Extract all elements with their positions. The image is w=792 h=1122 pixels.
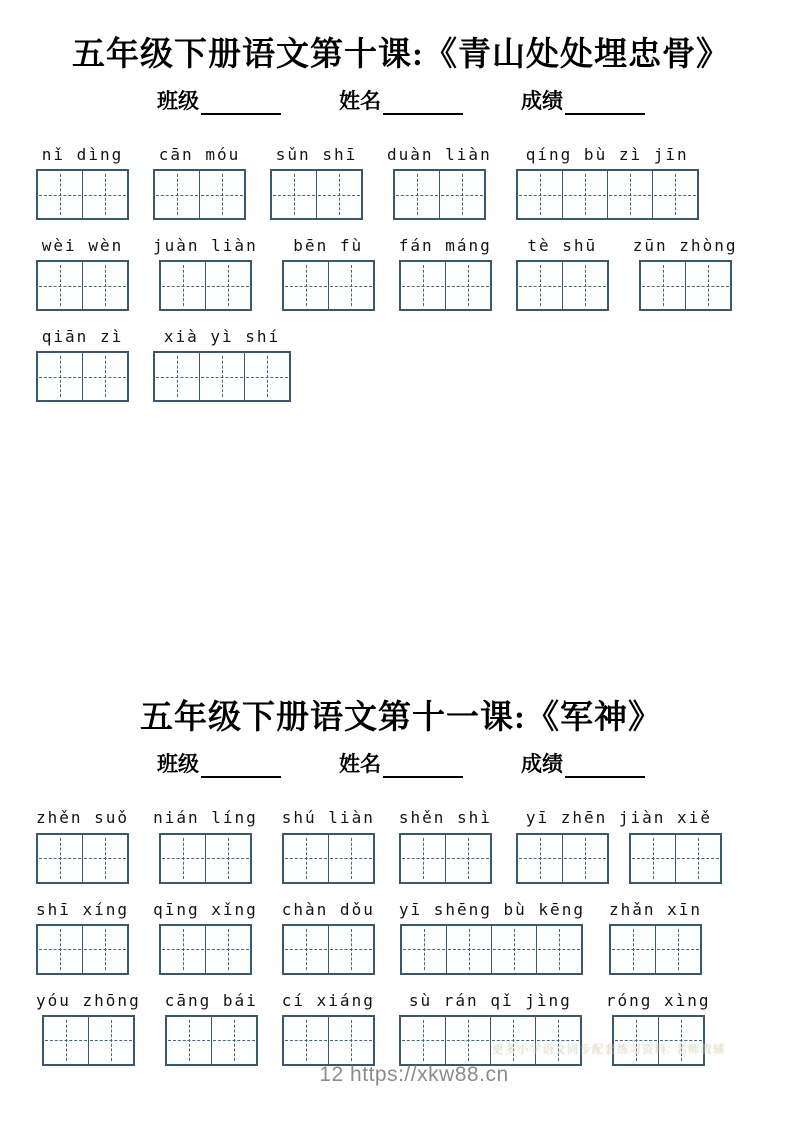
- tianzige-cell: [518, 835, 563, 882]
- name-blank-line: [383, 752, 463, 778]
- grid-groups: [399, 833, 492, 884]
- name-field: [339, 85, 463, 115]
- tianzige-group: [36, 833, 129, 884]
- word-row: [36, 327, 766, 402]
- word-unit: [633, 236, 738, 311]
- grid-groups: [153, 351, 291, 402]
- pinyin-label: tè shū: [527, 236, 598, 256]
- grid-groups: [639, 260, 732, 311]
- class-label: 班级: [157, 88, 199, 113]
- lesson-10-section: [36, 34, 766, 402]
- word-unit: [153, 327, 291, 402]
- pinyin-label: róng xìng: [605, 990, 711, 1010]
- tianzige-cell: [656, 926, 700, 973]
- header-fields: [36, 85, 766, 121]
- grid-groups: [36, 924, 129, 975]
- tianzige-cell: [284, 835, 329, 882]
- word-unit: [282, 808, 375, 883]
- tianzige-cell: [206, 262, 250, 309]
- tianzige-cell: [329, 262, 373, 309]
- tianzige-cell: [446, 835, 490, 882]
- grid-groups: [393, 169, 486, 220]
- pinyin-label: nǐ dìng: [41, 144, 124, 164]
- tianzige-cell: [38, 262, 83, 309]
- tianzige-group: [165, 1015, 258, 1066]
- word-unit: [282, 900, 375, 975]
- tianzige-group: [516, 260, 609, 311]
- tianzige-cell: [284, 1017, 329, 1064]
- tianzige-group: [42, 1015, 135, 1066]
- score-blank-line: [565, 89, 645, 115]
- pinyin-label: shú liàn: [281, 808, 375, 828]
- tianzige-cell: [200, 171, 244, 218]
- watermark: 更多小学语文同步配套练习资料: 名师教辅: [492, 1044, 726, 1056]
- tianzige-group: [609, 924, 702, 975]
- tianzige-cell: [446, 262, 490, 309]
- pinyin-label: wèi wèn: [41, 236, 124, 256]
- word-unit: [36, 900, 129, 975]
- tianzige-group: [282, 260, 375, 311]
- score-label: 成绩: [521, 88, 563, 113]
- name-blank-line: [383, 89, 463, 115]
- grid-groups: [399, 260, 492, 311]
- word-unit: [153, 145, 246, 220]
- grid-groups: [36, 260, 129, 311]
- lesson-11-section: [36, 697, 766, 1065]
- score-field: [521, 748, 645, 778]
- tianzige-cell: [284, 262, 329, 309]
- pinyin-label: duàn liàn: [387, 144, 492, 164]
- tianzige-cell: [155, 171, 200, 218]
- pinyin-label: zhǎn xīn: [608, 899, 703, 919]
- word-unit: [399, 900, 585, 975]
- tianzige-cell: [641, 262, 686, 309]
- grid-groups: [282, 924, 375, 975]
- pinyin-label: juàn liàn: [153, 236, 258, 256]
- word-unit: [282, 991, 375, 1066]
- word-unit: [36, 991, 141, 1066]
- tianzige-cell: [401, 262, 446, 309]
- class-label: 班级: [157, 752, 199, 777]
- pinyin-label: qíng bù zì jīn: [525, 144, 689, 164]
- tianzige-cell: [212, 1017, 256, 1064]
- grid-groups: [282, 260, 375, 311]
- word-grid-rows: [36, 808, 766, 1066]
- word-unit: [399, 236, 492, 311]
- pinyin-label: cān móu: [158, 144, 241, 164]
- pinyin-label: sǔn shī: [275, 144, 358, 164]
- word-unit: [165, 991, 258, 1066]
- pinyin-label: yī zhēn jiàn xiě: [525, 808, 712, 828]
- pinyin-label: chàn dǒu: [281, 899, 375, 919]
- tianzige-cell: [329, 926, 373, 973]
- tianzige-cell: [329, 1017, 373, 1064]
- tianzige-cell: [518, 171, 563, 218]
- word-unit: [516, 236, 609, 311]
- score-field: [521, 85, 645, 115]
- word-row: [36, 236, 766, 311]
- class-blank-line: [201, 752, 281, 778]
- pinyin-label: zhěn suǒ: [36, 808, 130, 828]
- lesson-10-title: 五年级下册语文第十课:《青山处处埋忠骨》: [72, 37, 730, 73]
- tianzige-cell: [83, 835, 127, 882]
- pinyin-label: zūn zhòng: [632, 236, 738, 256]
- tianzige-cell: [611, 926, 656, 973]
- word-grid-rows: [36, 145, 766, 403]
- tianzige-cell: [83, 353, 127, 400]
- tianzige-group: [516, 833, 609, 884]
- lesson-11-title: 五年级下册语文第十一课:《军神》: [140, 700, 662, 737]
- tianzige-cell: [206, 926, 250, 973]
- tianzige-group: [36, 924, 129, 975]
- tianzige-cell: [44, 1017, 89, 1064]
- tianzige-group: [282, 833, 375, 884]
- tianzige-group: [639, 260, 732, 311]
- tianzige-cell: [200, 353, 245, 400]
- word-unit: [282, 236, 375, 311]
- pinyin-label: cí xiáng: [281, 990, 375, 1010]
- word-row: [36, 808, 766, 883]
- class-field: [157, 85, 281, 115]
- pinyin-label: sù rán qǐ jìng: [408, 990, 572, 1010]
- name-label: 姓名: [339, 88, 381, 113]
- tianzige-group: [159, 833, 252, 884]
- word-unit: [516, 145, 699, 220]
- pinyin-label: qīng xǐng: [153, 899, 258, 919]
- tianzige-cell: [492, 926, 537, 973]
- grid-groups: [159, 924, 252, 975]
- tianzige-group: [400, 924, 583, 975]
- tianzige-group: [270, 169, 363, 220]
- name-label: 姓名: [339, 752, 381, 777]
- word-unit: [36, 145, 129, 220]
- tianzige-cell: [167, 1017, 212, 1064]
- tianzige-cell: [38, 926, 83, 973]
- score-label: 成绩: [521, 752, 563, 777]
- tianzige-cell: [284, 926, 329, 973]
- grid-groups: [42, 1015, 135, 1066]
- tianzige-group: [153, 351, 291, 402]
- tianzige-cell: [537, 926, 581, 973]
- tianzige-cell: [446, 1017, 491, 1064]
- word-unit: [36, 808, 129, 883]
- tianzige-cell: [401, 835, 446, 882]
- tianzige-cell: [686, 262, 730, 309]
- grid-groups: [153, 169, 246, 220]
- tianzige-cell: [563, 262, 607, 309]
- pinyin-label: qiān zì: [41, 327, 124, 347]
- class-blank-line: [201, 89, 281, 115]
- tianzige-cell: [518, 262, 563, 309]
- grid-groups: [36, 833, 129, 884]
- pinyin-label: yī shēng bù kēng: [398, 899, 585, 919]
- tianzige-cell: [38, 353, 83, 400]
- tianzige-cell: [447, 926, 492, 973]
- tianzige-cell: [608, 171, 653, 218]
- grid-groups: [159, 833, 252, 884]
- tianzige-cell: [653, 171, 697, 218]
- tianzige-cell: [155, 353, 200, 400]
- word-unit: [153, 236, 258, 311]
- page-footer: 12 https://xkw88.cn: [319, 1063, 509, 1086]
- tianzige-cell: [161, 926, 206, 973]
- grid-groups: [516, 260, 609, 311]
- tianzige-cell: [161, 262, 206, 309]
- tianzige-cell: [631, 835, 676, 882]
- word-unit: [153, 900, 258, 975]
- pinyin-label: nián líng: [153, 808, 258, 828]
- score-blank-line: [565, 752, 645, 778]
- tianzige-cell: [563, 835, 607, 882]
- word-unit: [387, 145, 492, 220]
- grid-groups: [282, 1015, 375, 1066]
- tianzige-cell: [317, 171, 361, 218]
- tianzige-cell: [89, 1017, 133, 1064]
- grid-groups: [516, 169, 699, 220]
- tianzige-cell: [272, 171, 317, 218]
- tianzige-group: [36, 169, 129, 220]
- pinyin-label: bēn fù: [293, 236, 364, 256]
- word-unit: [153, 808, 258, 883]
- tianzige-cell: [440, 171, 484, 218]
- tianzige-cell: [83, 171, 127, 218]
- pinyin-label: cāng bái: [164, 990, 258, 1010]
- tianzige-group: [516, 169, 699, 220]
- tianzige-cell: [245, 353, 289, 400]
- pinyin-label: shěn shì: [398, 808, 492, 828]
- tianzige-group: [282, 924, 375, 975]
- word-unit: [36, 327, 129, 402]
- tianzige-group: [36, 351, 129, 402]
- tianzige-cell: [563, 171, 608, 218]
- pinyin-label: xià yì shí: [163, 327, 281, 347]
- class-field: [157, 748, 281, 778]
- grid-groups: [270, 169, 363, 220]
- tianzige-cell: [83, 926, 127, 973]
- pinyin-label: yóu zhōng: [36, 990, 141, 1010]
- tianzige-cell: [38, 835, 83, 882]
- word-unit: [270, 145, 363, 220]
- word-unit: [36, 236, 129, 311]
- tianzige-cell: [38, 171, 83, 218]
- pinyin-label: shī xíng: [36, 899, 130, 919]
- tianzige-group: [159, 260, 252, 311]
- grid-groups: [36, 169, 129, 220]
- tianzige-group: [399, 833, 492, 884]
- tianzige-group: [153, 169, 246, 220]
- tianzige-cell: [402, 926, 447, 973]
- tianzige-cell: [676, 835, 720, 882]
- word-unit: [516, 808, 722, 883]
- name-field: [339, 748, 463, 778]
- tianzige-cell: [395, 171, 440, 218]
- grid-groups: [165, 1015, 258, 1066]
- grid-groups: [36, 351, 129, 402]
- grid-groups: [516, 833, 722, 884]
- tianzige-group: [159, 924, 252, 975]
- tianzige-group: [393, 169, 486, 220]
- word-unit: [399, 808, 492, 883]
- header-fields: [36, 748, 766, 784]
- tianzige-cell: [83, 262, 127, 309]
- tianzige-group: [399, 260, 492, 311]
- tianzige-group: [36, 260, 129, 311]
- grid-groups: [282, 833, 375, 884]
- grid-groups: [609, 924, 702, 975]
- word-unit: [609, 900, 702, 975]
- tianzige-group: [629, 833, 722, 884]
- pinyin-label: fán máng: [398, 236, 492, 256]
- tianzige-cell: [329, 835, 373, 882]
- grid-groups: [159, 260, 252, 311]
- tianzige-cell: [401, 1017, 446, 1064]
- tianzige-group: [282, 1015, 375, 1066]
- word-row: [36, 900, 766, 975]
- grid-groups: [400, 924, 583, 975]
- tianzige-cell: [161, 835, 206, 882]
- word-row: [36, 145, 766, 220]
- tianzige-cell: [206, 835, 250, 882]
